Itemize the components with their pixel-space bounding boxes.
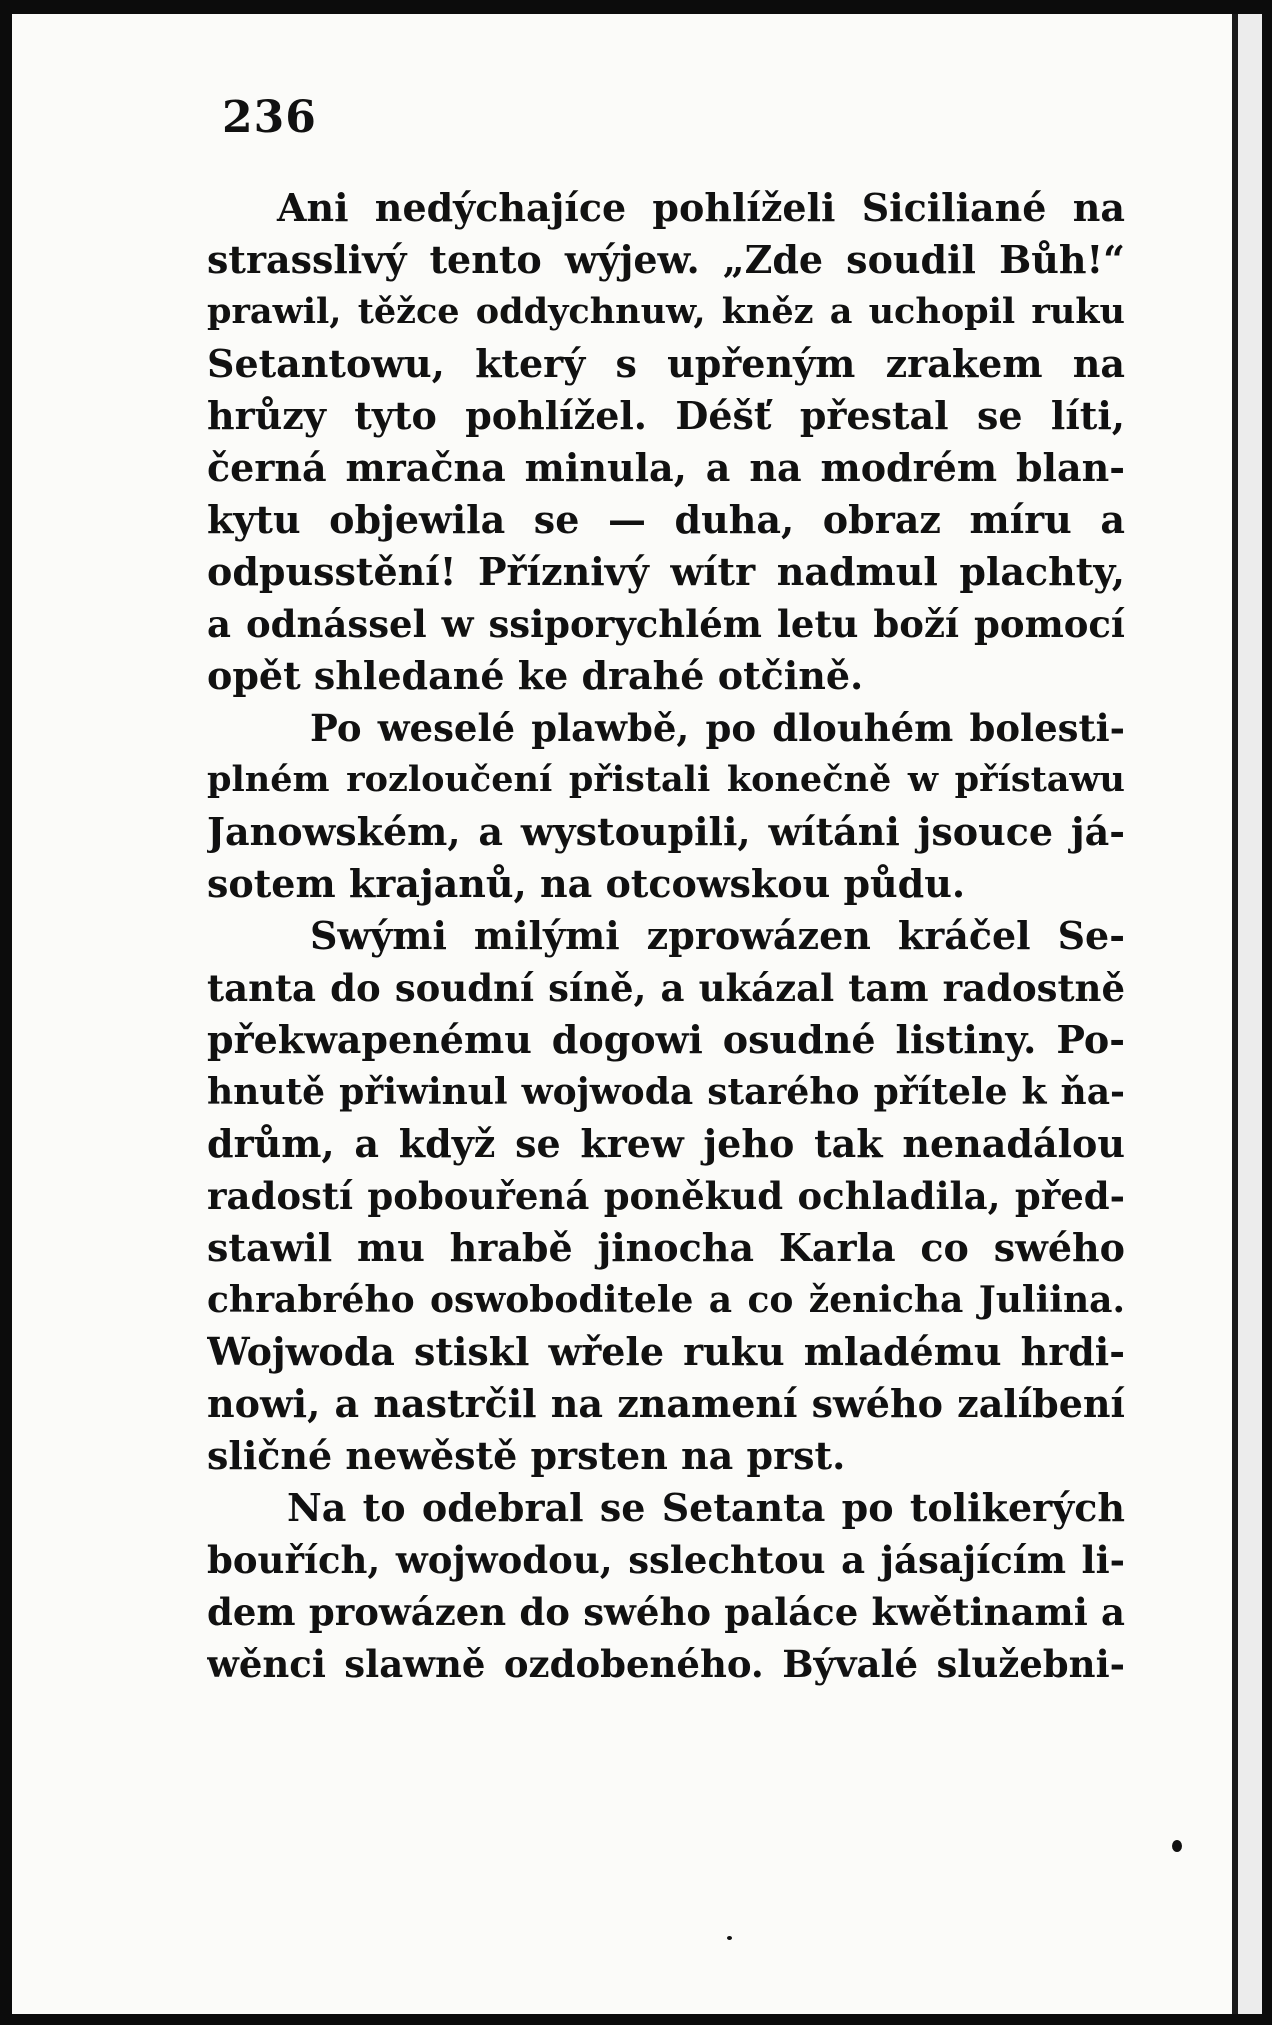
text-line: tanta do soudní síně, a ukázal tam radostně [207, 966, 1125, 1010]
text-line: odpusstění! Příznivý wítr nadmul plachty, [207, 549, 1125, 594]
text-line: Swými milými zprowázen kráčel Se- [310, 913, 1125, 958]
text-line: Na to odebral se Setanta po tolikerých [287, 1485, 1125, 1530]
text-line: strasslivý tento wýjew. „Zde soudil Bůh!“ [207, 237, 1125, 282]
text-line: plném rozloučení přistali konečně w přístawu [207, 759, 1125, 800]
body-text [207, 182, 1125, 1690]
text-line: wěnci slawně ozdobeného. Bývalé služebni- [207, 1642, 1125, 1686]
text-line: Janowském, a wystoupili, wítáni jsouce já- [207, 809, 1125, 854]
text-line: bouřích, wojwodou, sslechtou a jásajícím li- [207, 1538, 1125, 1582]
ink-speck [1172, 1840, 1182, 1852]
text-line: hrůzy tyto pohlížel. Déšť přestal se líti, [207, 393, 1125, 438]
paragraph [207, 910, 1125, 1482]
text-line: dem prowázen do swého paláce kwětinami a [207, 1590, 1125, 1634]
text-line: sotem krajanů, na otcowskou půdu. [207, 861, 966, 906]
text-line: stawil mu hrabě jinocha Karla co swého [207, 1225, 1125, 1270]
text-line: hnutě přiwinul wojwoda starého přítele k ňa- [207, 1071, 1125, 1113]
ink-speck [727, 1936, 732, 1940]
paragraph [207, 182, 1125, 702]
paragraph [207, 702, 1125, 910]
text-line: sličné newěstě prsten na prst. [207, 1433, 846, 1478]
adjacent-page-strip [1238, 14, 1262, 2014]
text-line: nowi, a nastrčil na znamení swého zalíbení [207, 1381, 1125, 1426]
text-line: kytu objewila se — duha, obraz míru a [207, 497, 1125, 542]
text-line: drům, a když se krew jeho tak nenadálou [207, 1121, 1125, 1166]
text-line: Wojwoda stiskl wřele ruku mladému hrdi- [207, 1329, 1125, 1374]
text-line: chrabrého oswoboditele a co ženicha Juliina. [207, 1279, 1125, 1321]
text-line: Po weselé plawbě, po dlouhém bolesti- [310, 706, 1125, 750]
text-line: radostí pobouřená poněkud ochladila, před- [207, 1174, 1125, 1218]
text-line: opět shledané ke drahé otčině. [207, 653, 864, 698]
text-line: Setantowu, který s upřeným zrakem na [207, 341, 1125, 386]
text-line: černá mračna minula, a na modrém blan- [207, 445, 1125, 490]
text-line: Ani nedýchajíce pohlíželi Siciliané na [277, 185, 1125, 230]
text-line: překwapenému dogowi osudné listiny. Po- [207, 1017, 1125, 1062]
text-line: a odnássel w ssiporychlém letu boží pomocí [207, 602, 1125, 646]
page-number: 236 [222, 92, 317, 143]
paragraph [207, 1482, 1125, 1690]
text-line: prawil, těžce oddychnuw, kněz a uchopil ruku [207, 291, 1125, 332]
